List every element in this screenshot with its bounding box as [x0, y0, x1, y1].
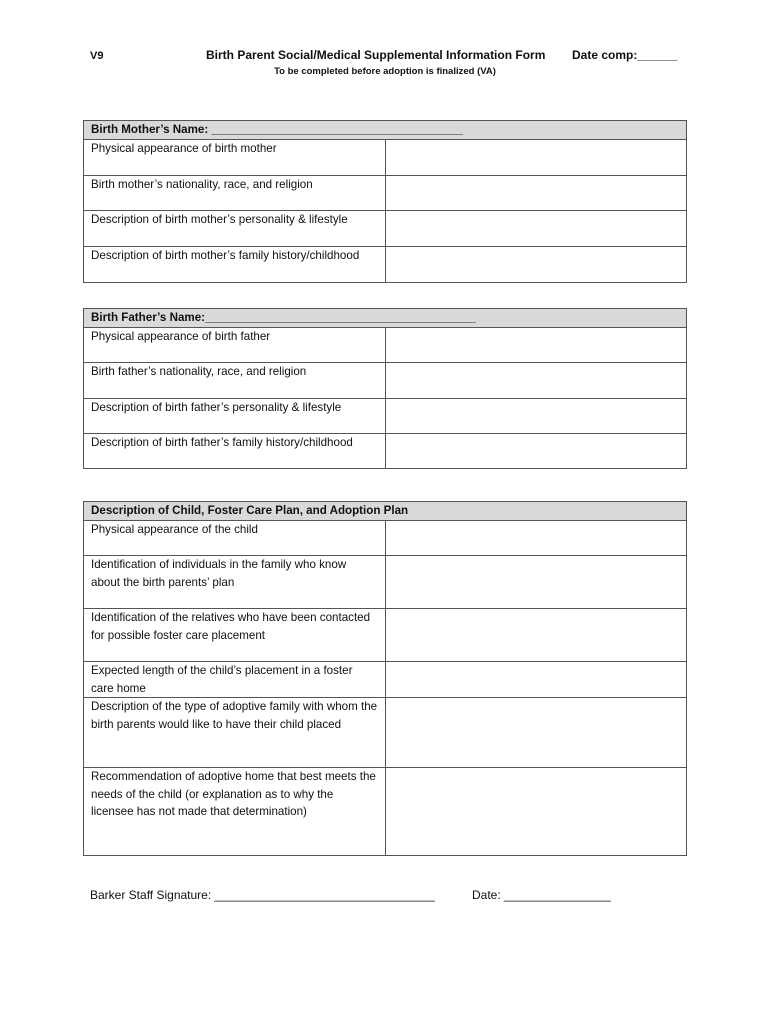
- birth-father-table: [83, 308, 687, 469]
- answer-field[interactable]: [385, 521, 687, 556]
- table-row-label: Description of birth mother’s personality & lifestyle: [84, 211, 386, 247]
- birth-mother-name-heading[interactable]: Birth Mother’s Name: _______________________________________: [84, 121, 687, 140]
- table-row-label: Description of birth mother’s family history/childhood: [84, 247, 386, 283]
- answer-field[interactable]: [385, 247, 687, 283]
- answer-field[interactable]: [385, 399, 687, 434]
- answer-field[interactable]: [385, 662, 687, 698]
- form-title: Birth Parent Social/Medical Supplemental Information Form: [206, 48, 546, 62]
- table-row-label: Description of the type of adoptive family with whom the birth parents would like to have their child placed: [84, 698, 386, 768]
- table-row-label: Identification of individuals in the family who know about the birth parents’ plan: [84, 556, 386, 609]
- answer-field[interactable]: [385, 609, 687, 662]
- form-version: V9: [90, 50, 104, 62]
- table-row-label: Physical appearance of birth mother: [84, 140, 386, 176]
- table-row-label: Recommendation of adoptive home that best meets the needs of the child (or explanation as to why the licensee has not made that determination): [84, 768, 386, 856]
- child-plan-table: [83, 501, 687, 856]
- table-row-label: Physical appearance of the child: [84, 521, 386, 556]
- table-row-label: Birth father’s nationality, race, and religion: [84, 363, 386, 399]
- answer-field[interactable]: [385, 140, 687, 176]
- answer-field[interactable]: [385, 211, 687, 247]
- table-row-label: Description of birth father’s family history/childhood: [84, 434, 386, 469]
- birth-father-name-heading[interactable]: Birth Father’s Name:__________________________________________: [84, 309, 687, 328]
- birth-mother-table: [83, 120, 687, 283]
- signature-date-field[interactable]: Date: ________________: [472, 888, 611, 902]
- answer-field[interactable]: [385, 434, 687, 469]
- staff-signature-field[interactable]: Barker Staff Signature: _________________________________: [90, 888, 435, 902]
- form-subtitle: To be completed before adoption is finalized (VA): [274, 66, 496, 77]
- table-row-label: Expected length of the child’s placement in a foster care home: [84, 662, 386, 698]
- table-row-label: Identification of the relatives who have been contacted for possible foster care placement: [84, 609, 386, 662]
- answer-field[interactable]: [385, 556, 687, 609]
- answer-field[interactable]: [385, 176, 687, 211]
- answer-field[interactable]: [385, 698, 687, 768]
- table-row-label: Description of birth father’s personality & lifestyle: [84, 399, 386, 434]
- table-row-label: Birth mother’s nationality, race, and religion: [84, 176, 386, 211]
- date-completed-field[interactable]: Date comp:______: [572, 48, 678, 62]
- table-row-label: Physical appearance of birth father: [84, 328, 386, 363]
- answer-field[interactable]: [385, 768, 687, 856]
- child-plan-heading: Description of Child, Foster Care Plan, and Adoption Plan: [84, 502, 687, 521]
- answer-field[interactable]: [385, 363, 687, 399]
- answer-field[interactable]: [385, 328, 687, 363]
